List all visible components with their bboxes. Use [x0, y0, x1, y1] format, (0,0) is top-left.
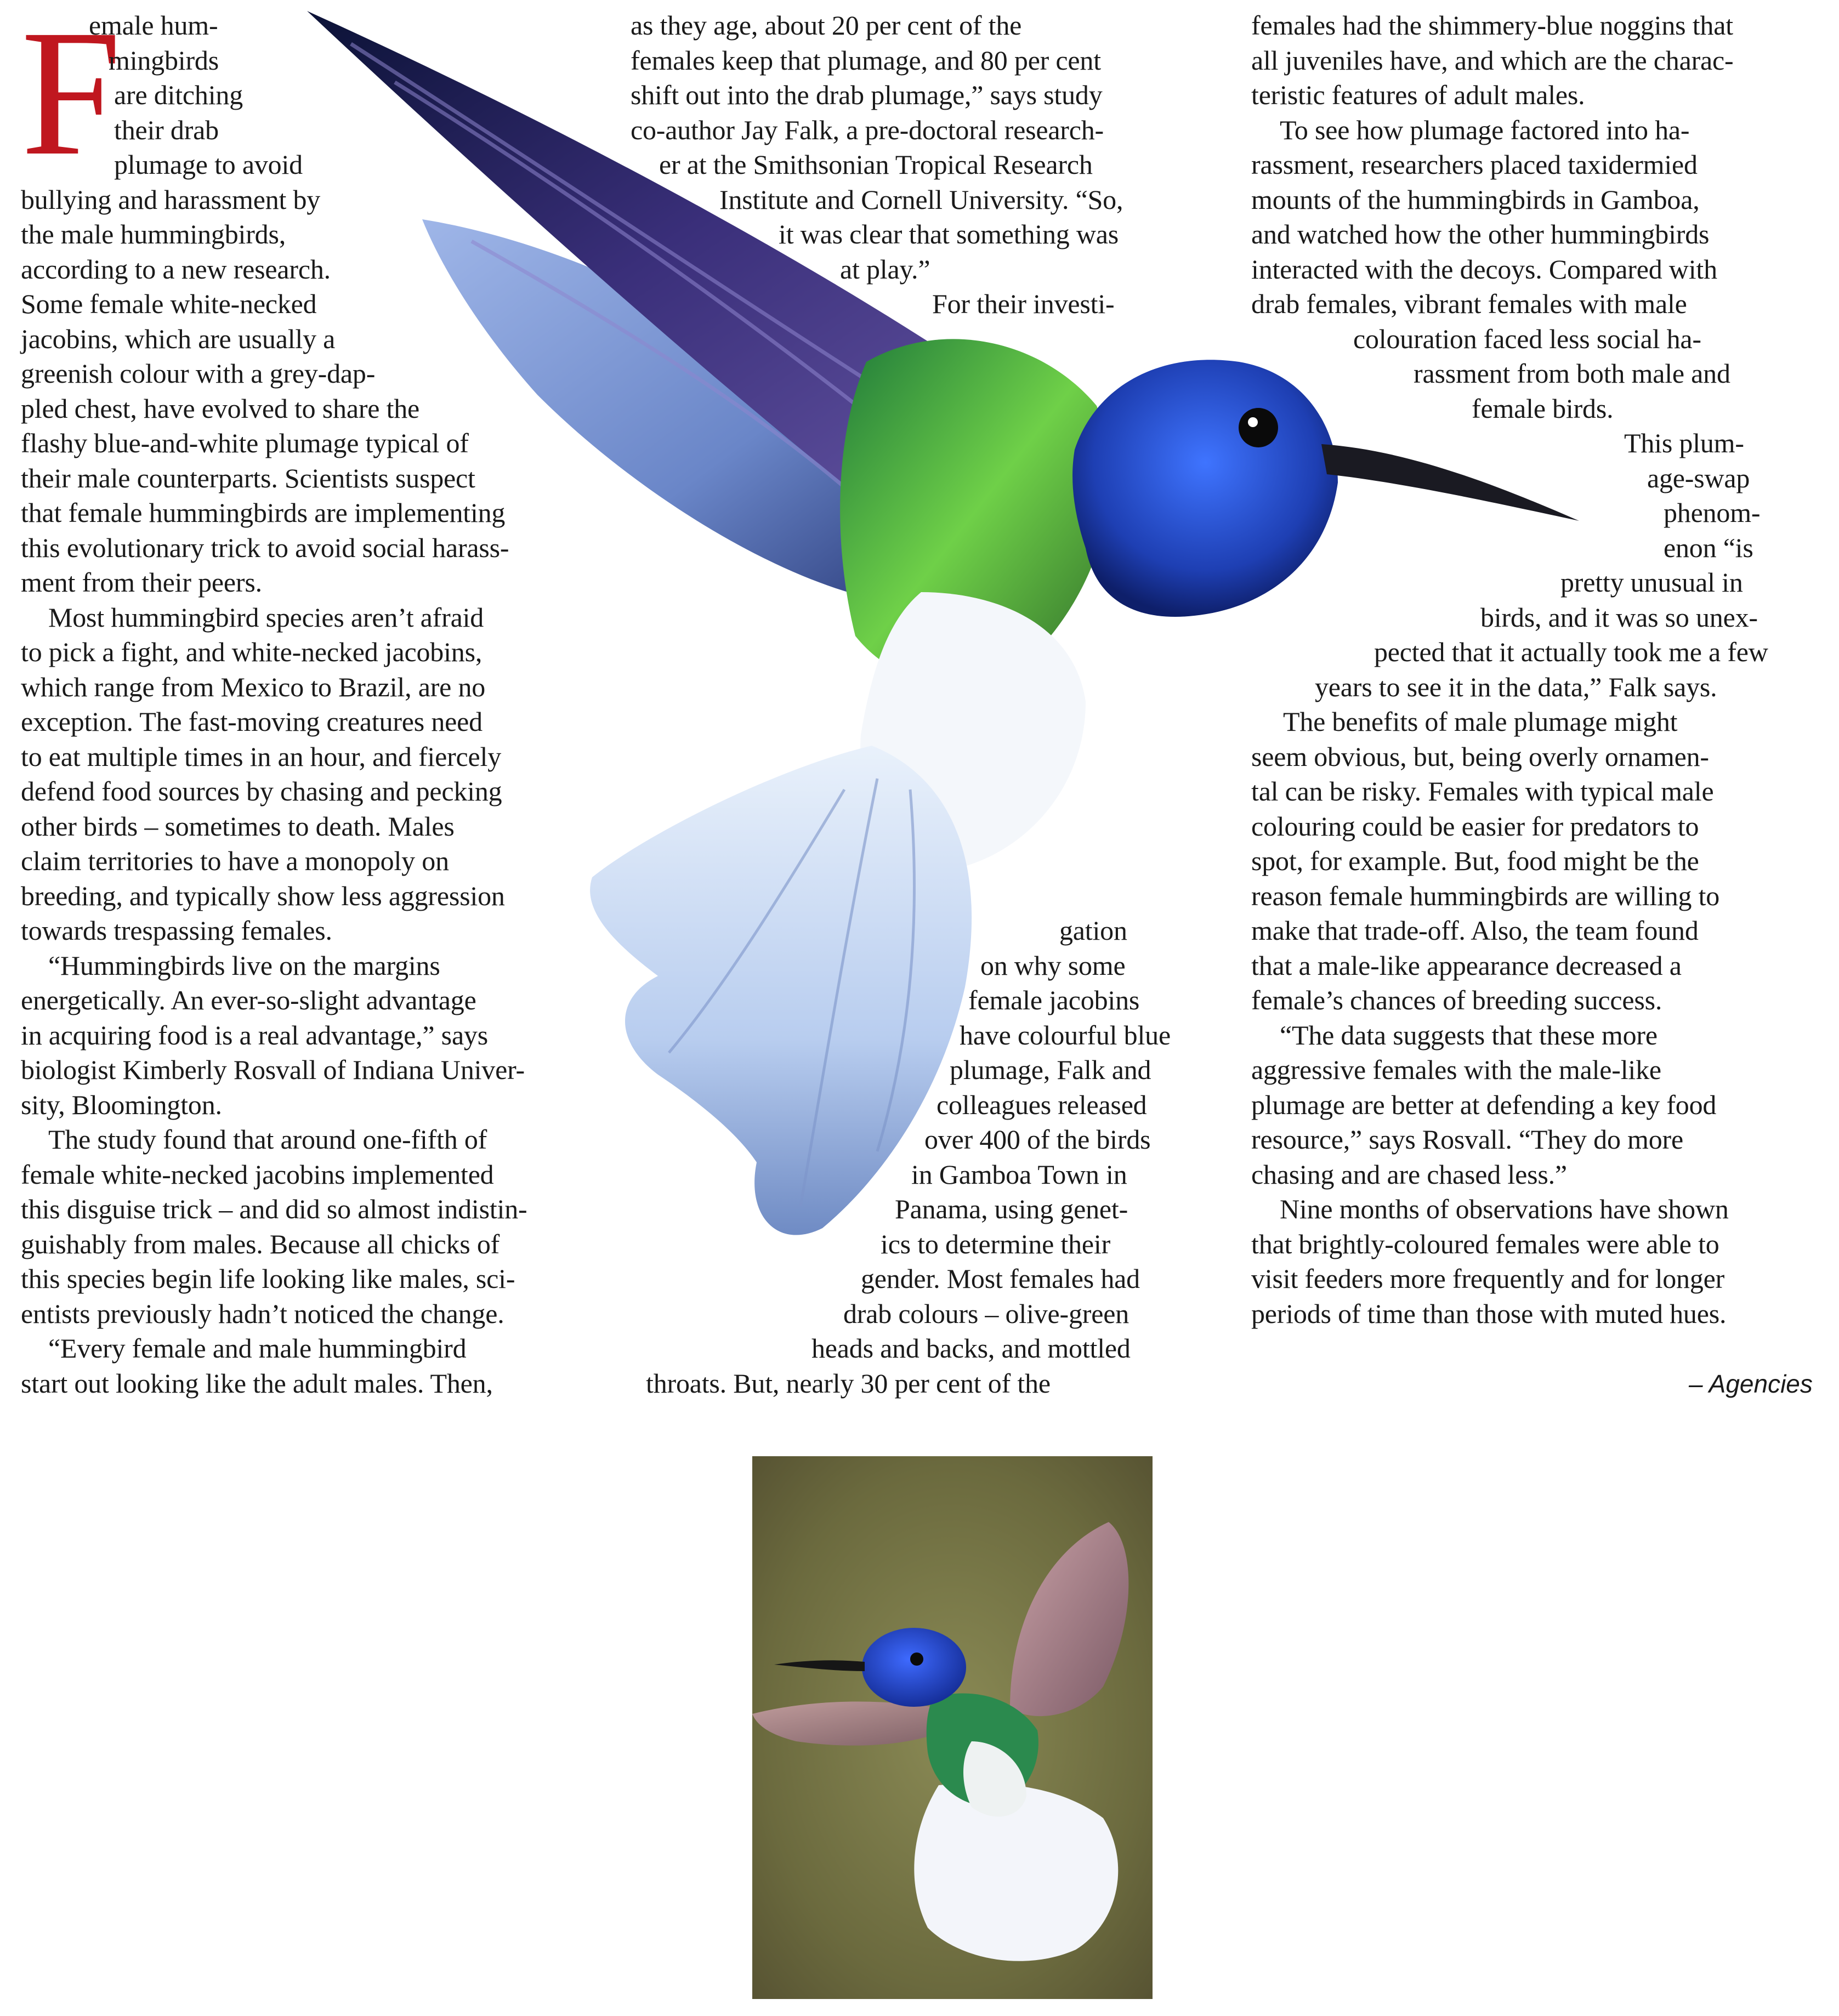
text-line: drab colours – olive-green [843, 1298, 1129, 1329]
text-line: greenish colour with a grey-dap- [21, 358, 376, 389]
text-line: chasing and are chased less.” [1251, 1159, 1567, 1190]
text-line: defend food sources by chasing and pecking [21, 776, 502, 807]
text-line: at play.” [840, 254, 930, 285]
text-line: this disguise trick – and did so almost indistin- [21, 1194, 527, 1224]
text-line: that female hummingbirds are implementing [21, 497, 506, 528]
text-line: energetically. An ever-so-slight advantage [21, 985, 476, 1015]
text-line: shift out into the drab plumage,” says study [631, 79, 1103, 110]
text-line: their drab [114, 115, 219, 145]
text-line: flashy blue-and-white plumage typical of [21, 428, 469, 458]
text-line: Panama, using genet- [895, 1194, 1128, 1224]
text-line: in Gamboa Town in [911, 1159, 1127, 1190]
text-line: spot, for example. But, food might be the [1251, 845, 1699, 876]
text-line: throats. But, nearly 30 per cent of the [646, 1368, 1051, 1399]
text-line: heads and backs, and mottled [811, 1333, 1131, 1364]
text-line: rassment from both male and [1414, 358, 1730, 389]
text-line: as they age, about 20 per cent of the [631, 10, 1022, 41]
text-line: interacted with the decoys. Compared with [1251, 254, 1717, 285]
text-line: biologist Kimberly Rosvall of Indiana Univer- [21, 1054, 525, 1085]
text-line: female jacobins [968, 985, 1140, 1015]
text-line: that a male-like appearance decreased a [1251, 950, 1682, 981]
text-line: The benefits of male plumage might [1283, 706, 1678, 737]
text-line: their male counterparts. Scientists suspect [21, 463, 475, 493]
text-line: are ditching [114, 79, 243, 110]
text-line: mounts of the hummingbirds in Gamboa, [1251, 184, 1700, 215]
text-line: visit feeders more frequently and for longer [1251, 1263, 1725, 1294]
text-line: pected that it actually took me a few [1374, 637, 1768, 667]
text-line: according to a new research. [21, 254, 331, 285]
text-line: pretty unusual in [1560, 567, 1743, 598]
article-credit: – Agencies [1689, 1370, 1813, 1398]
text-line: mingbirds [109, 45, 219, 76]
text-line: females keep that plumage, and 80 per cent [631, 45, 1101, 76]
text-line: “The data suggests that these more [1280, 1020, 1658, 1050]
text-line: reason female hummingbirds are willing to [1251, 881, 1720, 911]
text-line: claim territories to have a monopoly on [21, 845, 449, 876]
text-line: female’s chances of breeding success. [1251, 985, 1662, 1015]
text-line: “Every female and male hummingbird [48, 1333, 467, 1364]
text-line: age-swap [1647, 463, 1750, 493]
text-line: sity, Bloomington. [21, 1089, 222, 1120]
text-line: breeding, and typically show less aggression [21, 881, 505, 911]
text-line: female birds. [1472, 393, 1614, 424]
text-line: Nine months of observations have shown [1280, 1194, 1729, 1224]
text-line: teristic features of adult males. [1251, 79, 1585, 110]
text-line: all juveniles have, and which are the charac- [1251, 45, 1734, 76]
text-line: this species begin life looking like males, sci- [21, 1263, 515, 1294]
text-line: Institute and Cornell University. “So, [719, 184, 1123, 215]
text-line: colleagues released [936, 1089, 1147, 1120]
text-line: over 400 of the birds [924, 1124, 1151, 1155]
text-line: make that trade-off. Also, the team found [1251, 915, 1699, 946]
text-line: For their investi- [932, 288, 1115, 319]
text-line: entists previously hadn’t noticed the change. [21, 1298, 504, 1329]
text-line: bullying and harassment by [21, 184, 321, 215]
text-line: in acquiring food is a real advantage,” says [21, 1020, 488, 1050]
text-line: other birds – sometimes to death. Males [21, 811, 455, 842]
text-line: The study found that around one-fifth of [48, 1124, 487, 1155]
text-line: plumage are better at defending a key food [1251, 1089, 1717, 1120]
text-line: to eat multiple times in an hour, and fiercely [21, 741, 502, 772]
text-line: the male hummingbirds, [21, 219, 286, 249]
text-line: To see how plumage factored into ha- [1280, 115, 1690, 145]
text-line: pled chest, have evolved to share the [21, 393, 420, 424]
text-line: aggressive females with the male-like [1251, 1054, 1661, 1085]
text-line: plumage to avoid [114, 149, 303, 180]
text-line: ics to determine their [881, 1229, 1111, 1259]
text-line: er at the Smithsonian Tropical Research [659, 149, 1093, 180]
text-line: and watched how the other hummingbirds [1251, 219, 1710, 249]
text-line: tal can be risky. Females with typical male [1251, 776, 1714, 807]
text-line: have colourful blue [960, 1020, 1171, 1050]
text-line: gender. Most females had [861, 1263, 1140, 1294]
text-line: exception. The fast-moving creatures need [21, 706, 483, 737]
text-line: Some female white-necked [21, 288, 317, 319]
text-line: co-author Jay Falk, a pre-doctoral research- [631, 115, 1104, 145]
text-line: Most hummingbird species aren’t afraid [48, 602, 484, 633]
text-line: “Hummingbirds live on the margins [48, 950, 440, 981]
text-line: seem obvious, but, being overly ornamen- [1251, 741, 1709, 772]
drop-cap: F [21, 0, 122, 193]
text-line: enon “is [1664, 532, 1753, 563]
text-line: drab females, vibrant females with male [1251, 288, 1687, 319]
text-line: females had the shimmery-blue noggins that [1251, 10, 1733, 41]
text-line: start out looking like the adult males. Then, [21, 1368, 493, 1399]
text-line: colouration faced less social ha- [1353, 323, 1701, 354]
text-line: that brightly-coloured females were able to [1251, 1229, 1719, 1259]
text-line: which range from Mexico to Brazil, are no [21, 672, 486, 702]
text-line: this evolutionary trick to avoid social harass- [21, 532, 509, 563]
hummingbird-photo [752, 1456, 1153, 1999]
text-line: jacobins, which are usually a [21, 323, 336, 354]
text-line: guishably from males. Because all chicks of [21, 1229, 500, 1259]
text-line: to pick a fight, and white-necked jacobins, [21, 637, 483, 667]
text-line: birds, and it was so unex- [1480, 602, 1758, 633]
text-line: it was clear that something was [779, 219, 1119, 249]
text-line: phenom- [1664, 497, 1761, 528]
text-line: female white-necked jacobins implemented [21, 1159, 494, 1190]
text-line: This plum- [1624, 428, 1744, 458]
text-line: on why some [980, 950, 1126, 981]
text-line: gation [1059, 915, 1127, 946]
text-line: plumage, Falk and [950, 1054, 1151, 1085]
text-line: towards trespassing females. [21, 915, 332, 946]
text-line: colouring could be easier for predators to [1251, 811, 1699, 842]
text-line: periods of time than those with muted hues. [1251, 1298, 1727, 1329]
text-line: rassment, researchers placed taxidermied [1251, 149, 1698, 180]
text-line: ment from their peers. [21, 567, 262, 598]
text-line: emale hum- [89, 10, 218, 41]
text-line: resource,” says Rosvall. “They do more [1251, 1124, 1683, 1155]
text-line: years to see it in the data,” Falk says. [1315, 672, 1717, 702]
